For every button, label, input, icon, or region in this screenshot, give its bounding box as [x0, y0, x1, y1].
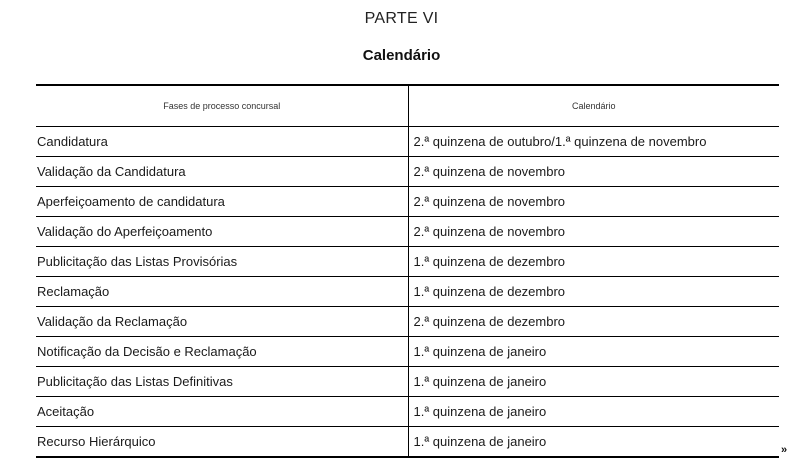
- phase-cell: Validação da Reclamação: [36, 307, 408, 337]
- period-cell: 1.ª quinzena de janeiro: [408, 367, 779, 397]
- phase-cell: Aperfeiçoamento de candidatura: [36, 187, 408, 217]
- section-title: Calendário: [362, 47, 441, 64]
- period-cell: 1.ª quinzena de dezembro: [408, 247, 779, 277]
- table-row: [36, 307, 779, 337]
- phase-cell: Publicitação das Listas Provisórias: [36, 247, 408, 277]
- phase-cell: Recurso Hierárquico: [36, 427, 408, 458]
- header-calendar: Calendário: [408, 85, 779, 127]
- phase-cell: Notificação da Decisão e Reclamação: [36, 337, 408, 367]
- phase-cell: Candidatura: [36, 127, 408, 157]
- table-row: [36, 277, 779, 307]
- period-cell: 2.ª quinzena de novembro: [408, 157, 779, 187]
- table-row: [36, 127, 779, 157]
- period-cell: 1.ª quinzena de janeiro: [408, 427, 779, 458]
- calendar-table-container: [36, 84, 779, 458]
- table-row: [36, 397, 779, 427]
- phase-cell: Validação da Candidatura: [36, 157, 408, 187]
- table-row: [36, 187, 779, 217]
- phase-cell: Aceitação: [36, 397, 408, 427]
- period-cell: 1.ª quinzena de dezembro: [408, 277, 779, 307]
- table-row: [36, 217, 779, 247]
- table-row: [36, 427, 779, 458]
- header-phases: Fases de processo concursal: [36, 85, 408, 127]
- part-title: PARTE VI: [364, 10, 439, 27]
- period-cell: 2.ª quinzena de dezembro: [408, 307, 779, 337]
- table-row: [36, 247, 779, 277]
- phase-cell: Validação do Aperfeiçoamento: [36, 217, 408, 247]
- period-cell: 2.ª quinzena de novembro: [408, 217, 779, 247]
- period-cell: 2.ª quinzena de outubro/1.ª quinzena de novembro: [408, 127, 779, 157]
- phase-cell: Publicitação das Listas Definitivas: [36, 367, 408, 397]
- table-header-row: [36, 85, 779, 127]
- phase-cell: Reclamação: [36, 277, 408, 307]
- table-row: [36, 337, 779, 367]
- table-row: [36, 157, 779, 187]
- period-cell: 1.ª quinzena de janeiro: [408, 337, 779, 367]
- table-row: [36, 367, 779, 397]
- calendar-table: [36, 84, 779, 458]
- period-cell: 1.ª quinzena de janeiro: [408, 397, 779, 427]
- continuation-mark: »: [781, 444, 788, 456]
- period-cell: 2.ª quinzena de novembro: [408, 187, 779, 217]
